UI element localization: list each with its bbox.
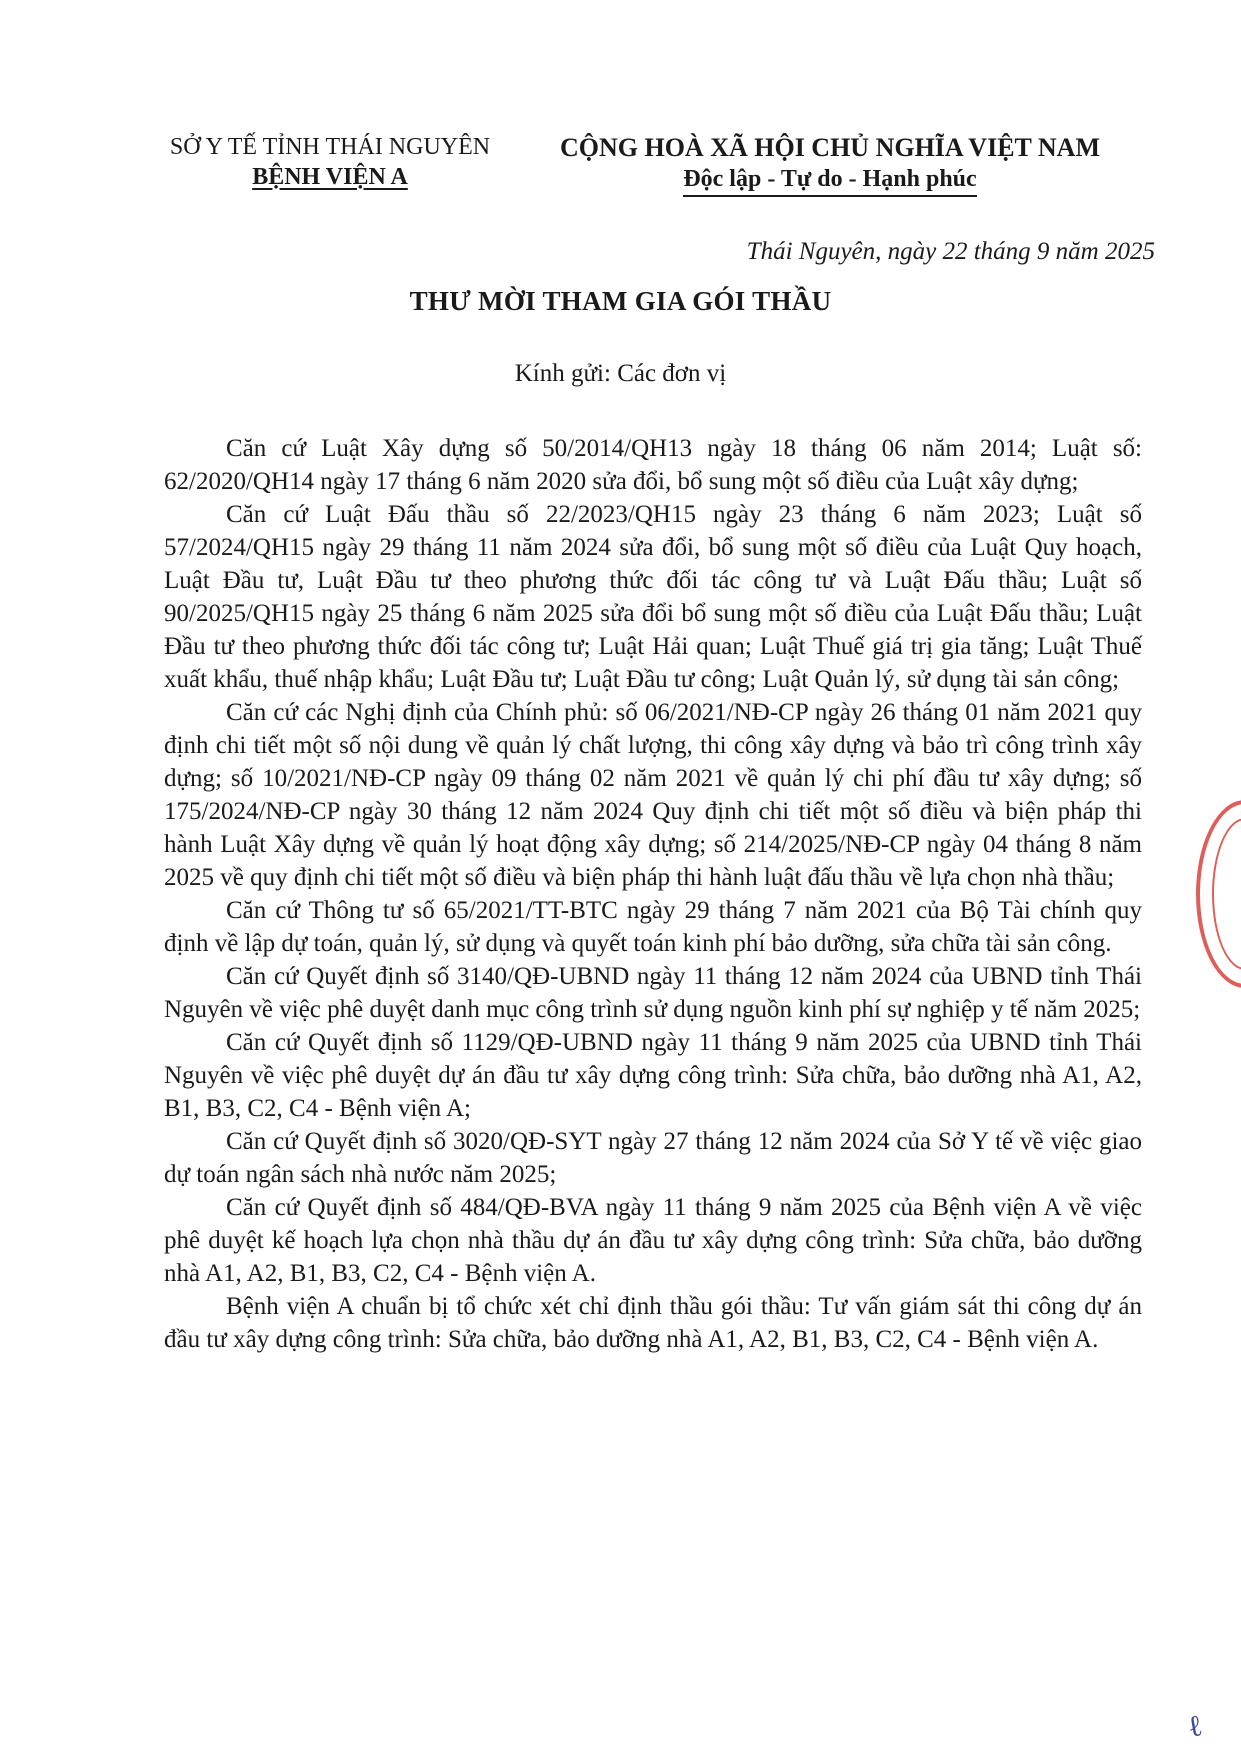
hospital-name: BỆNH VIỆN A (252, 164, 408, 190)
paragraph: Căn cứ các Nghị định của Chính phủ: số 06/2021/NĐ-CP ngày 26 tháng 01 năm 2021 quy định chi tiết một số nội dung về quản lý chất lượng, thi công xây dựng và bảo trì công trình xây dựng; số 10/2021/NĐ-CP ngày 09 tháng 02 năm 2021 về quản lý chi phí đầu tư xây dựng; số 175/2024/NĐ-CP ngày 30 tháng 12 năm 2024 Quy định chi tiết một số điều và biện pháp thi hành Luật Xây dựng về quản lý hoạt động xây dựng; số 214/2025/NĐ-CP ngày 04 tháng 8 năm 2025 về quy định chi tiết một số điều và biện pháp thi hành luật đấu thầu về lựa chọn nhà thầu; (164, 699, 1142, 891)
recipient-line: Kính gửi: Các đơn vị (514, 360, 727, 387)
paragraph: Căn cứ Quyết định số 3140/QĐ-UBND ngày 11 tháng 12 năm 2024 của UBND tỉnh Thái Nguyên về việc phê duyệt danh mục công trình sử dụng nguồn kinh phí sự nghiệp y tế năm 2025; (164, 963, 1142, 1023)
document-header (140, 132, 1140, 212)
paragraph: Căn cứ Quyết định số 3020/QĐ-SYT ngày 27 tháng 12 năm 2024 của Sở Y tế về việc giao dự toán ngân sách nhà nước năm 2025; (164, 1128, 1142, 1188)
initials-mark-icon: ℓ (1185, 1709, 1206, 1745)
issuing-agency-block (140, 132, 520, 192)
agency-name: SỞ Y TẾ TỈNH THÁI NGUYÊN (169, 134, 491, 160)
country-name: CỘNG HOÀ XÃ HỘI CHỦ NGHĨA VIỆT NAM (559, 133, 1101, 162)
paragraph: Căn cứ Quyết định số 484/QĐ-BVA ngày 11 tháng 9 năm 2025 của Bệnh viện A về việc phê duyệt kế hoạch lựa chọn nhà thầu dự án đầu tư xây dựng công trình: Sửa chữa, bảo dưỡng nhà A1, A2, B1, B3, C2, C4 - Bệnh viện A. (164, 1194, 1142, 1287)
document-date: Thái Nguyên, ngày 22 tháng 9 năm 2025 (746, 238, 1155, 265)
paragraph: Căn cứ Luật Xây dựng số 50/2014/QH13 ngày 18 tháng 06 năm 2014; Luật số: 62/2020/QH14 ngày 17 tháng 6 năm 2020 sửa đổi, bổ sung một số điều của Luật xây dựng; (164, 435, 1142, 495)
paragraph: Bệnh viện A chuẩn bị tổ chức xét chỉ định thầu gói thầu: Tư vấn giám sát thi công dự án đầu tư xây dựng công trình: Sửa chữa, bảo dưỡng nhà A1, A2, B1, B3, C2, C4 - Bệnh viện A. (164, 1293, 1142, 1353)
paragraph: Căn cứ Quyết định số 1129/QĐ-UBND ngày 11 tháng 9 năm 2025 của UBND tỉnh Thái Nguyên về việc phê duyệt dự án đầu tư xây dựng công trình: Sửa chữa, bảo dưỡng nhà A1, A2, B1, B3, C2, C4 - Bệnh viện A; (164, 1029, 1142, 1122)
seal-inner-ring (1212, 818, 1241, 970)
document-body (164, 432, 1142, 1356)
paragraph: Căn cứ Thông tư số 65/2021/TT-BTC ngày 29 tháng 7 năm 2021 của Bộ Tài chính quy định về lập dự toán, quản lý, sử dụng và quyết toán kinh phí bảo dưỡng, sửa chữa tài sản công. (164, 897, 1142, 957)
red-seal-stamp (1196, 800, 1241, 988)
national-motto: Độc lập - Tự do - Hạnh phúc (683, 164, 976, 197)
national-title-block (525, 132, 1135, 197)
paragraph: Căn cứ Luật Đấu thầu số 22/2023/QH15 ngày 23 tháng 6 năm 2023; Luật số 57/2024/QH15 ngày 29 tháng 11 năm 2024 sửa đổi, bổ sung một số điều của Luật Quy hoạch, Luật Đầu tư, Luật Đầu tư theo phương thức đối tác công tư và Luật Đấu thầu; Luật số 90/2025/QH15 ngày 25 tháng 6 năm 2025 sửa đổi bổ sung một số điều của Luật Đấu thầu; Luật Đầu tư theo phương thức đối tác công tư; Luật Hải quan; Luật Thuế giá trị gia tăng; Luật Thuế xuất khẩu, thuế nhập khẩu; Luật Đầu tư; Luật Đầu tư công; Luật Quản lý, sử dụng tài sản công; (164, 501, 1142, 693)
document-title: THƯ MỜI THAM GIA GÓI THẦU (409, 286, 832, 316)
